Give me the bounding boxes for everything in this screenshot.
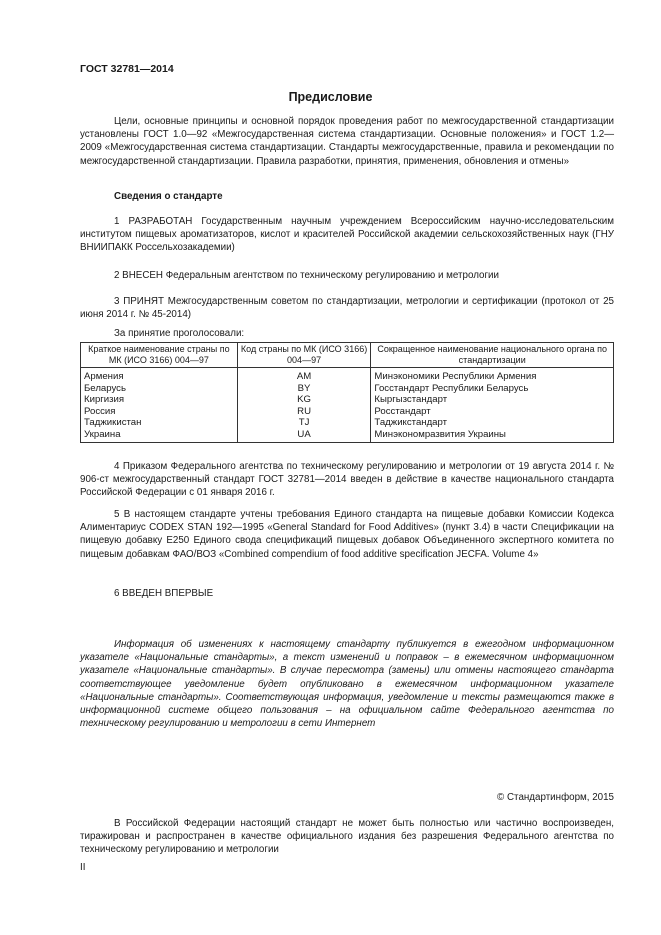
country-code: TJ bbox=[237, 417, 371, 429]
reproduction-rights: В Российской Федерации настоящий стандарт не может быть полностью или частично воспроизведен, тиражирован и распространен в качестве официального издания без разрешения Федерального агентства по техническому регулированию и метрологии bbox=[80, 818, 614, 856]
item-developed: 1 РАЗРАБОТАН Государственным научным учреждением Всероссийским научно-исследовательским институтом пищевых ароматизаторов, кислот и красителей Российской академии сельскохозяйственных наук (ГНУ ВНИИПАКК Россельхозакадемии) bbox=[80, 216, 614, 254]
item-order: 4 Приказом Федерального агентства по техническому регулированию и метрологии от 19 августа 2014 г. № 906-ст межгосударственный стандарт ГОСТ 32781—2014 введен в действие в качестве национального стандарта Российской Федерации с 01 января 2016 г. bbox=[80, 461, 614, 499]
standards-body: Росстандарт bbox=[371, 406, 614, 418]
country-code: KG bbox=[237, 394, 371, 406]
table-row bbox=[81, 394, 614, 406]
table-row bbox=[81, 368, 614, 383]
header-country-name: Краткое наименование страны по МК (ИСО 3166) 004—97 bbox=[81, 343, 238, 368]
intro-paragraph: Цели, основные принципы и основной порядок проведения работ по межгосударственной стандартизации установлены ГОСТ 1.0—92 «Межгосударственная система стандартизации. Основные положения» и ГОСТ 1.2—2009 «Межгосударственная система стандартизации. Стандарты межгосударственные, правила и рекомендации по межгосударственной стандартизации. Правила разработки, принятия, применения, обновления и отмены» bbox=[80, 116, 614, 167]
item-first: 6 ВВЕДЕН ВПЕРВЫЕ bbox=[114, 588, 214, 599]
standards-body: Минэкономики Республики Армения bbox=[371, 368, 614, 383]
page-title: Предисловие bbox=[288, 90, 373, 104]
table-row bbox=[81, 406, 614, 418]
table-row bbox=[81, 417, 614, 429]
standard-code-header: ГОСТ 32781—2014 bbox=[80, 63, 174, 75]
header-standards-body: Сокращенное наименование национального органа по стандартизации bbox=[371, 343, 614, 368]
info-heading: Сведения о стандарте bbox=[114, 191, 223, 202]
vote-label: За принятие проголосовали: bbox=[114, 328, 245, 339]
vote-table bbox=[80, 342, 614, 443]
page-number: II bbox=[80, 862, 86, 873]
country-name: Украина bbox=[81, 429, 238, 442]
country-code: UA bbox=[237, 429, 371, 442]
standards-body: Таджикстандарт bbox=[371, 417, 614, 429]
country-name: Беларусь bbox=[81, 383, 238, 395]
header-country-code: Код страны по МК (ИСО 3166) 004—97 bbox=[237, 343, 371, 368]
country-code: RU bbox=[237, 406, 371, 418]
country-name: Таджикистан bbox=[81, 417, 238, 429]
country-code: BY bbox=[237, 383, 371, 395]
item-codex: 5 В настоящем стандарте учтены требования Единого стандарта на пищевые добавки Комиссии Кодекса Алиментариус CODEX STAN 192—1995 «General Standard for Food Additives» (пункт 3.4) в части Спецификации на пищевую добавку Е250 Единого свода спецификаций пищевых добавок Объединенного экспертного комитета по пищевым добавкам ФАО/ВОЗ «Combined compendium of food additive specification JECFA. Volume 4» bbox=[80, 509, 614, 560]
changes-notice: Информация об изменениях к настоящему стандарту публикуется в ежегодном информационном указателе «Национальные стандарты», а текст изменений и поправок – в ежемесячном информационном указателе «Национальные стандарты». В случае пересмотра (замены) или отмены настоящего стандарта соответствующее уведомление будет опубликовано в ежемесячном информационном указателе «Национальные стандарты». Соответствующая информация, уведомление и тексты размещаются также в информационной системе общего пользования – на официальном сайте Федерального агентства по техническому регулированию и метрологии в сети Интернет bbox=[80, 639, 614, 730]
copyright: © Стандартинформ, 2015 bbox=[497, 792, 614, 803]
item-introduced: 2 ВНЕСЕН Федеральным агентством по техническому регулированию и метрологии bbox=[114, 270, 500, 281]
country-name: Киргизия bbox=[81, 394, 238, 406]
table-row bbox=[81, 429, 614, 442]
standards-body: Минэкономразвития Украины bbox=[371, 429, 614, 442]
standards-body: Госстандарт Республики Беларусь bbox=[371, 383, 614, 395]
country-code: AM bbox=[237, 368, 371, 383]
table-row bbox=[81, 383, 614, 395]
vote-table-header-row bbox=[81, 343, 614, 368]
standards-body: Кыргызстандарт bbox=[371, 394, 614, 406]
country-name: Армения bbox=[81, 368, 238, 383]
country-name: Россия bbox=[81, 406, 238, 418]
item-adopted: 3 ПРИНЯТ Межгосударственным советом по стандартизации, метрологии и сертификации (протокол от 25 июня 2014 г. № 45-2014) bbox=[80, 296, 614, 321]
